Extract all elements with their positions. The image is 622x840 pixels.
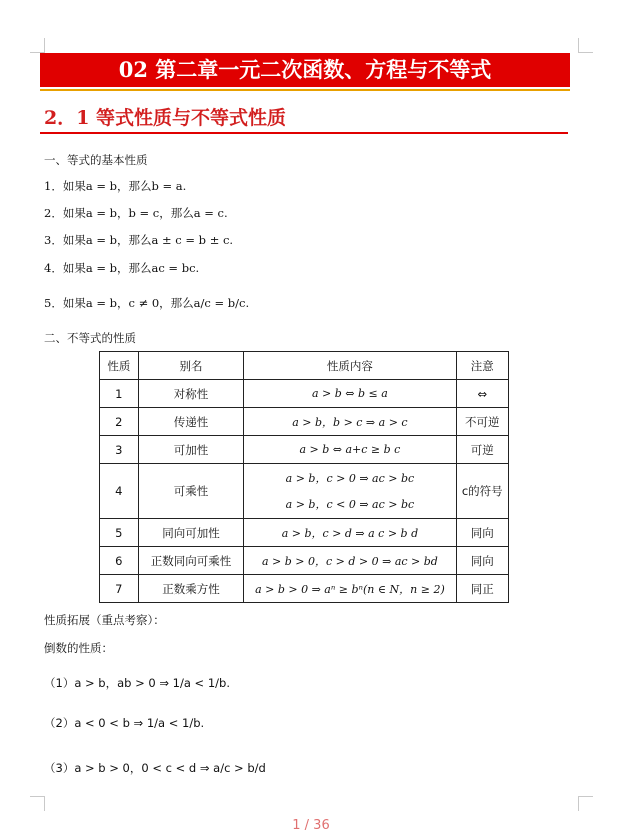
table-header-cell: 别名 bbox=[138, 352, 244, 380]
property-content bbox=[244, 464, 456, 519]
page-corner-mark bbox=[578, 796, 593, 811]
property-number: 6 bbox=[100, 547, 139, 575]
property-name: 可加性 bbox=[138, 436, 244, 464]
table-header-cell: 性质内容 bbox=[244, 352, 456, 380]
table-row bbox=[100, 380, 509, 408]
property-name: 可乘性 bbox=[138, 464, 244, 519]
property-content: a > b，b > c ⇒ a > c bbox=[244, 408, 456, 436]
table-row bbox=[100, 547, 509, 575]
property-note: 同正 bbox=[456, 575, 508, 603]
chapter-banner: 02 第二章一元二次函数、方程与不等式 bbox=[40, 53, 570, 87]
property-content: a > b ⇔ a+c ≥ b c bbox=[244, 436, 456, 464]
reciprocal-item: （1）a > b，ab > 0 ⇒ 1/a < 1/b. bbox=[44, 676, 230, 690]
property-name: 同向可加性 bbox=[138, 519, 244, 547]
property-number: 2 bbox=[100, 408, 139, 436]
part1-heading: 一、等式的基本性质 bbox=[44, 153, 148, 167]
table-header-cell: 性质 bbox=[100, 352, 139, 380]
table-header-cell: 注意 bbox=[456, 352, 508, 380]
property-content: a > b，c > d ⇒ a c > b d bbox=[244, 519, 456, 547]
reciprocal-heading: 倒数的性质： bbox=[44, 641, 113, 655]
property-name: 正数同向可乘性 bbox=[138, 547, 244, 575]
equality-item: 5．如果a = b，c ≠ 0，那么a/c = b/c. bbox=[44, 296, 250, 310]
property-content-line: a > b，c > 0 ⇒ ac > bc bbox=[285, 472, 415, 485]
table-row bbox=[100, 408, 509, 436]
page-corner-mark bbox=[30, 38, 45, 53]
table-row bbox=[100, 464, 509, 519]
property-number: 3 bbox=[100, 436, 139, 464]
reciprocal-item: （2）a < 0 < b ⇒ 1/a < 1/b. bbox=[44, 716, 205, 730]
property-note: c的符号 bbox=[456, 464, 508, 519]
property-content: a > b > 0，c > d > 0 ⇒ ac > bd bbox=[244, 547, 456, 575]
property-number: 7 bbox=[100, 575, 139, 603]
property-note: 同向 bbox=[456, 519, 508, 547]
table-row bbox=[100, 436, 509, 464]
property-note: 不可逆 bbox=[456, 408, 508, 436]
property-name: 传递性 bbox=[138, 408, 244, 436]
section-title: 2．1 等式性质与不等式性质 bbox=[44, 107, 287, 129]
equality-item: 1．如果a = b，那么b = a. bbox=[44, 179, 187, 193]
part2-heading: 二、不等式的性质 bbox=[44, 331, 136, 345]
property-name: 对称性 bbox=[138, 380, 244, 408]
page-corner-mark bbox=[578, 38, 593, 53]
property-note: ⇔ bbox=[456, 380, 508, 408]
page-number: 1 / 36 bbox=[292, 818, 330, 833]
banner-underline bbox=[40, 89, 570, 91]
property-note: 可逆 bbox=[456, 436, 508, 464]
equality-item: 2．如果a = b，b = c，那么a = c. bbox=[44, 206, 228, 220]
property-content: a > b > 0 ⇒ aⁿ ≥ bⁿ(n ∈ N，n ≥ 2) bbox=[244, 575, 456, 603]
equality-item: 4．如果a = b，那么ac = bc. bbox=[44, 261, 200, 275]
extension-heading: 性质拓展（重点考察）： bbox=[44, 613, 165, 627]
table-header-row bbox=[100, 352, 509, 380]
table-row bbox=[100, 519, 509, 547]
table-row bbox=[100, 575, 509, 603]
inequality-properties-table bbox=[99, 351, 509, 603]
property-number: 5 bbox=[100, 519, 139, 547]
section-divider bbox=[40, 132, 568, 134]
property-content-line: a > b，c < 0 ⇒ ac > bc bbox=[285, 498, 415, 511]
equality-item: 3．如果a = b，那么a ± c = b ± c. bbox=[44, 233, 234, 247]
property-number: 1 bbox=[100, 380, 139, 408]
property-number: 4 bbox=[100, 464, 139, 519]
property-note: 同向 bbox=[456, 547, 508, 575]
property-name: 正数乘方性 bbox=[138, 575, 244, 603]
property-content: a > b ⇔ b ≤ a bbox=[244, 380, 456, 408]
page-corner-mark bbox=[30, 796, 45, 811]
reciprocal-item: （3）a > b > 0，0 < c < d ⇒ a/c > b/d bbox=[44, 761, 266, 775]
